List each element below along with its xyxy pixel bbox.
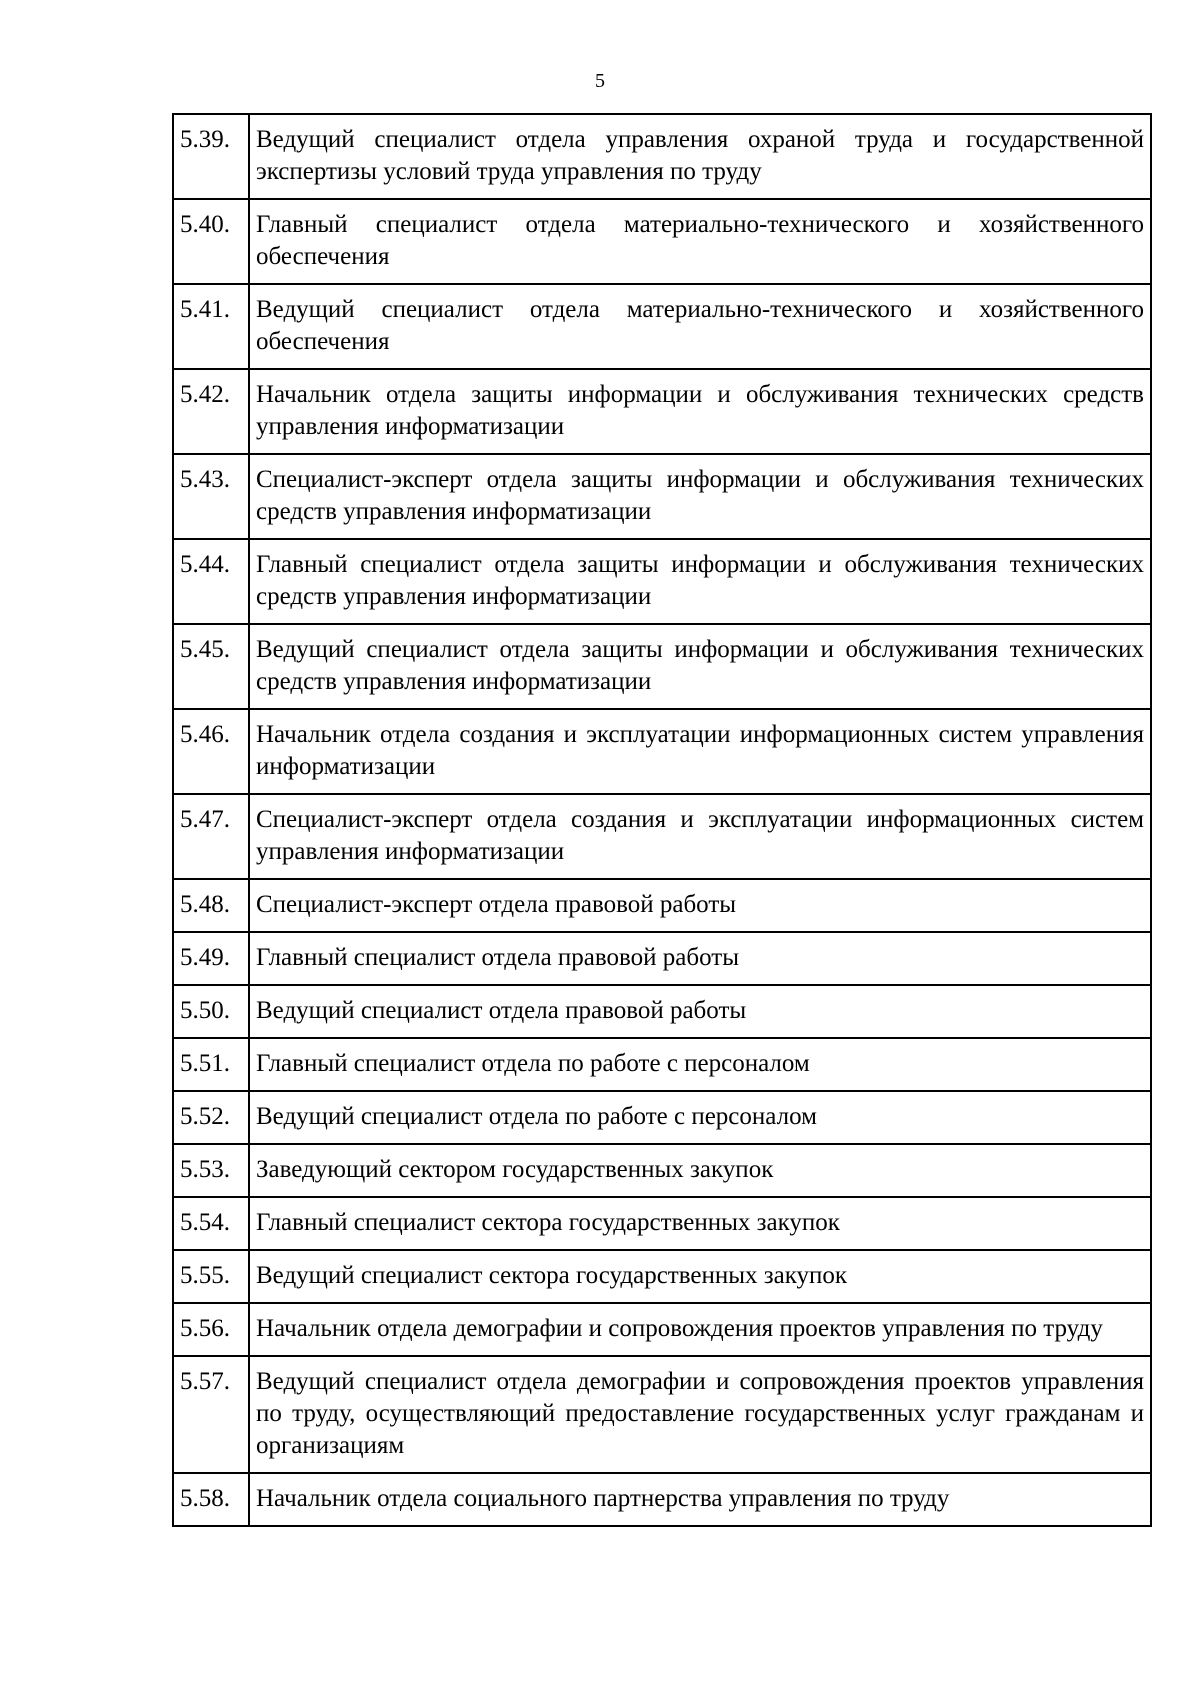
table-row [173,932,1151,985]
table-row [173,1473,1151,1526]
table-row [173,1356,1151,1473]
position-title: Специалист-эксперт отдела защиты информации и обслуживания технических средств управления информатизации [249,454,1151,539]
table-row [173,709,1151,794]
position-title: Специалист-эксперт отдела создания и эксплуатации информационных систем управления информатизации [249,794,1151,879]
position-title: Ведущий специалист сектора государственных закупок [249,1250,1151,1303]
row-number: 5.42. [173,369,249,454]
position-title: Начальник отдела социального партнерства управления по труду [249,1473,1151,1526]
position-title: Главный специалист отдела правовой работы [249,932,1151,985]
row-number: 5.50. [173,985,249,1038]
row-number: 5.57. [173,1356,249,1473]
row-number: 5.49. [173,932,249,985]
position-title: Главный специалист сектора государственных закупок [249,1197,1151,1250]
table-row [173,1303,1151,1356]
position-title: Начальник отдела демографии и сопровождения проектов управления по труду [249,1303,1151,1356]
row-number: 5.39. [173,114,249,199]
table-row [173,879,1151,932]
row-number: 5.53. [173,1144,249,1197]
table-row [173,1144,1151,1197]
position-title: Ведущий специалист отдела защиты информации и обслуживания технических средств управления информатизации [249,624,1151,709]
row-number: 5.40. [173,199,249,284]
row-number: 5.47. [173,794,249,879]
table-row [173,199,1151,284]
row-number: 5.41. [173,284,249,369]
position-title: Заведующий сектором государственных закупок [249,1144,1151,1197]
position-title: Главный специалист отдела материально-технического и хозяйственного обеспечения [249,199,1151,284]
table-row [173,985,1151,1038]
position-title: Главный специалист отдела защиты информации и обслуживания технических средств управления информатизации [249,539,1151,624]
table-row [173,369,1151,454]
position-title: Ведущий специалист отдела материально-технического и хозяйственного обеспечения [249,284,1151,369]
row-number: 5.52. [173,1091,249,1144]
table-row [173,454,1151,539]
table-row [173,1091,1151,1144]
table-row [173,1250,1151,1303]
position-title: Специалист-эксперт отдела правовой работы [249,879,1151,932]
row-number: 5.54. [173,1197,249,1250]
row-number: 5.44. [173,539,249,624]
table-row [173,539,1151,624]
row-number: 5.46. [173,709,249,794]
position-title: Ведущий специалист отдела правовой работы [249,985,1151,1038]
row-number: 5.43. [173,454,249,539]
position-title: Начальник отдела создания и эксплуатации информационных систем управления информатизации [249,709,1151,794]
positions-table [172,113,1152,1527]
table-row [173,794,1151,879]
position-title: Ведущий специалист отдела по работе с персоналом [249,1091,1151,1144]
position-title: Главный специалист отдела по работе с персоналом [249,1038,1151,1091]
row-number: 5.55. [173,1250,249,1303]
position-title: Ведущий специалист отдела управления охраной труда и государственной экспертизы условий труда управления по труду [249,114,1151,199]
table-row [173,284,1151,369]
position-title: Начальник отдела защиты информации и обслуживания технических средств управления информатизации [249,369,1151,454]
table-row [173,114,1151,199]
table-row [173,624,1151,709]
row-number: 5.58. [173,1473,249,1526]
row-number: 5.51. [173,1038,249,1091]
page-number: 5 [595,70,605,92]
row-number: 5.48. [173,879,249,932]
table-row [173,1197,1151,1250]
position-title: Ведущий специалист отдела демографии и сопровождения проектов управления по труду, осуществляющий предоставление государственных услуг гражданам и организациям [249,1356,1151,1473]
table-row [173,1038,1151,1091]
row-number: 5.45. [173,624,249,709]
row-number: 5.56. [173,1303,249,1356]
